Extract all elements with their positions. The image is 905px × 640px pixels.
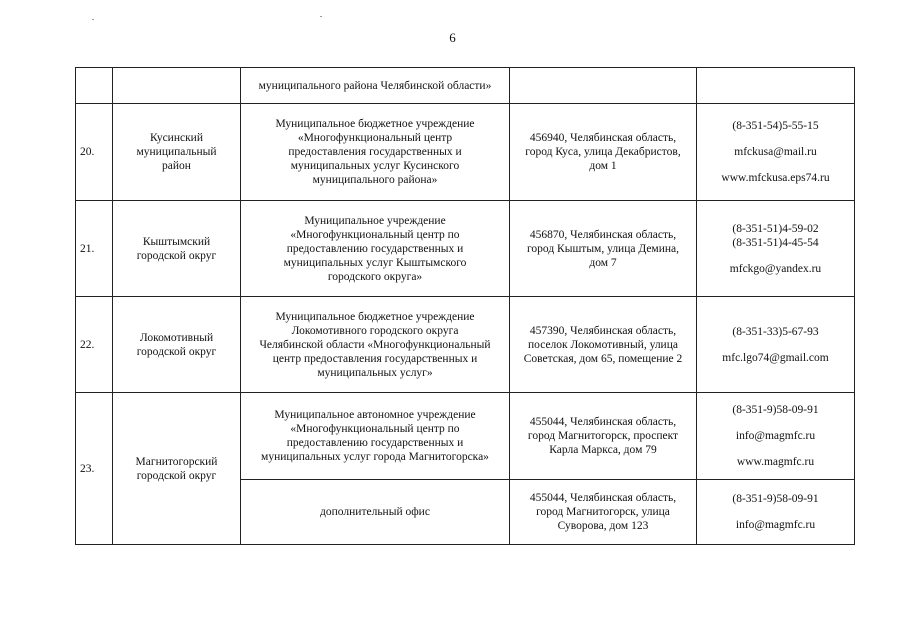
text-line: муниципальных услуг города Магнитогорска» <box>261 451 489 463</box>
contacts-cell <box>697 480 855 545</box>
text-line: муниципального района Челябинской области» <box>258 79 492 92</box>
table-row-continuation <box>76 68 855 104</box>
table-row-23-main <box>76 393 855 480</box>
address-cell <box>510 104 697 201</box>
text-line: Муниципальное бюджетное учреждение <box>275 310 475 323</box>
text-line: предоставления государственных и <box>288 146 462 158</box>
district-cell <box>113 104 241 201</box>
text-line: info@magmfc.ru <box>735 519 816 531</box>
address-cell <box>510 393 697 480</box>
text-line: муниципального района» <box>312 174 438 186</box>
line-gap <box>700 159 851 171</box>
text-line: www.mfckusa.eps74.ru <box>721 172 830 184</box>
row-number: 20. <box>76 104 113 201</box>
text-line: Локомотивного городского округа <box>291 324 459 337</box>
district-cell <box>113 393 241 545</box>
text-line: Суворова, дом 123 <box>557 520 649 532</box>
contacts-cell <box>697 393 855 480</box>
text-line: поселок Локомотивный, улица <box>528 338 678 351</box>
text-line: «Многофункциональный центр <box>297 132 453 144</box>
contacts-cell <box>697 297 855 393</box>
scan-speck <box>92 19 94 20</box>
text-line: центр предоставления государственных и <box>272 352 478 365</box>
text-line: город Магнитогорск, проспект <box>527 430 679 442</box>
line-gap <box>700 250 851 262</box>
text-line: Локомотивный <box>139 331 214 344</box>
text-line: предоставлению государственных и <box>286 437 464 449</box>
address-cell <box>510 201 697 297</box>
text-line: дополнительный офис <box>320 506 430 518</box>
row-number: 22. <box>76 297 113 393</box>
text-line: (8-351-9)58-09-91 <box>732 404 819 416</box>
text-line: городской округ <box>136 345 217 358</box>
line-gap <box>700 443 851 455</box>
text-line: (8-351-54)5-55-15 <box>732 120 819 132</box>
text-line: mfckusa@mail.ru <box>734 146 817 158</box>
text-line: «Многофункциональный центр по <box>290 228 460 241</box>
text-line: 455044, Челябинская область, <box>529 416 677 428</box>
text-line: «Многофункциональный центр по <box>290 423 460 435</box>
district-cell <box>113 68 241 104</box>
institution-cell <box>241 297 510 393</box>
text-line: Кыштымский <box>142 235 211 248</box>
line-gap <box>700 506 851 518</box>
text-line: дом 7 <box>589 256 617 269</box>
contacts-cell <box>697 68 855 104</box>
text-line: info@magmfc.ru <box>735 430 816 442</box>
text-line: городского округа» <box>327 270 423 283</box>
text-line: (8-351-9)58-09-91 <box>732 493 819 505</box>
row-number: 23. <box>76 393 113 545</box>
text-line: город Куса, улица Декабристов, <box>525 146 681 158</box>
line-gap <box>700 417 851 429</box>
institution-cell <box>241 68 510 104</box>
institution-cell <box>241 480 510 545</box>
text-line: городской округ <box>136 469 217 482</box>
contacts-cell <box>697 201 855 297</box>
text-line: муниципальных услуг Кыштымского <box>283 256 467 269</box>
table-row-22 <box>76 297 855 393</box>
line-gap <box>700 339 851 351</box>
text-line: Муниципальное учреждение <box>304 214 446 227</box>
text-line: предоставлению государственных и <box>286 242 464 255</box>
text-line: Челябинской области «Многофункциональный <box>259 338 491 351</box>
institution-cell <box>241 201 510 297</box>
text-line: mfc.lgo74@gmail.com <box>722 351 829 364</box>
page-number: 6 <box>449 30 456 45</box>
mfc-table <box>75 67 855 545</box>
number-cell <box>76 68 113 104</box>
row-number: 21. <box>76 201 113 297</box>
text-line: город Магнитогорск, улица <box>536 506 670 518</box>
contacts-cell <box>697 104 855 201</box>
institution-cell <box>241 104 510 201</box>
text-line: 457390, Челябинская область, <box>529 324 677 337</box>
text-line: mfckgo@yandex.ru <box>729 262 822 275</box>
text-line: город Кыштым, улица Демина, <box>526 242 680 255</box>
scan-speck <box>320 16 322 17</box>
text-line: городской округ <box>136 249 217 262</box>
institution-cell <box>241 393 510 480</box>
address-cell <box>510 68 697 104</box>
table-row-20 <box>76 104 855 201</box>
text-line: Карла Маркса, дом 79 <box>549 444 657 456</box>
text-line: 456870, Челябинская область, <box>529 228 677 241</box>
district-cell <box>113 297 241 393</box>
text-line: Магнитогорский <box>135 455 218 468</box>
text-line: муниципальных услуг Кусинского <box>290 160 460 172</box>
district-cell <box>113 201 241 297</box>
line-gap <box>700 133 851 145</box>
text-line: Муниципальное бюджетное учреждение <box>275 118 475 130</box>
address-cell <box>510 480 697 545</box>
text-line: район <box>162 160 191 172</box>
text-line: 455044, Челябинская область, <box>529 492 677 504</box>
text-line: Муниципальное автономное учреждение <box>274 409 476 421</box>
text-line: www.magmfc.ru <box>736 456 815 468</box>
address-cell <box>510 297 697 393</box>
text-line: дом 1 <box>589 160 617 172</box>
table-row-21 <box>76 201 855 297</box>
text-line: 456940, Челябинская область, <box>529 132 677 144</box>
text-line: муниципальный <box>136 146 217 158</box>
text-line: (8-351-51)4-45-54 <box>732 236 819 249</box>
text-line: (8-351-51)4-59-02 <box>732 222 819 235</box>
text-line: Кусинский <box>150 132 203 144</box>
text-line: Советская, дом 65, помещение 2 <box>523 352 683 365</box>
text-line: муниципальных услуг» <box>317 366 433 379</box>
text-line: (8-351-33)5-67-93 <box>732 325 819 338</box>
